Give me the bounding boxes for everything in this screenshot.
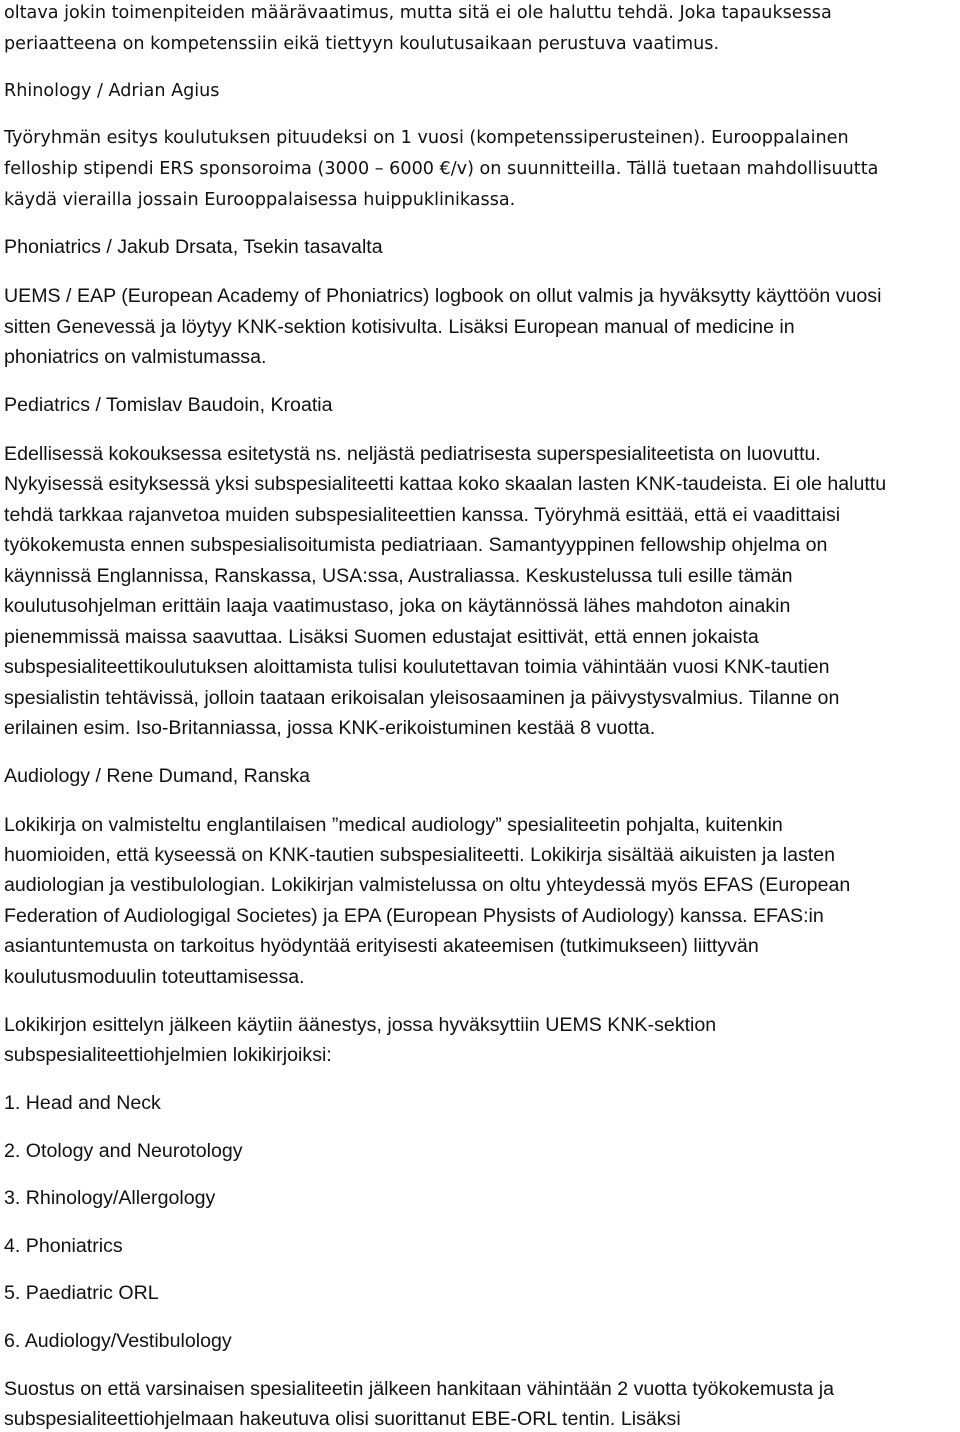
list-item: 4. Phoniatrics: [4, 1235, 123, 1257]
vote-line-1: Lokikirjon esittelyn jälkeen käytiin äänestys, jossa hyväksyttiin UEMS KNK-sektion: [4, 1014, 717, 1036]
list-item: 3. Rhinology/Allergology: [4, 1187, 216, 1209]
pediatrics-line-10: erilainen esim. Iso-Britanniassa, jossa KNK-erikoistuminen kestää 8 vuotta.: [4, 717, 656, 739]
vote-line-2: subspesialiteettiohjelmien lokikirjoiksi:: [4, 1044, 332, 1066]
list-item: 5. Paediatric ORL: [4, 1282, 159, 1304]
rhinology-heading: Rhinology / Adrian Agius: [4, 81, 220, 101]
phoniatrics-line-3: phoniatrics on valmistumassa.: [4, 346, 267, 368]
pediatrics-line-9: spesialistin tehtävissä, jolloin taataan erikoisalan yleisosaaminen ja päivystysvalmius. Tilanne on: [4, 687, 840, 709]
rhinology-line-2: felloship stipendi ERS sponsoroima (3000 – 6000 €/v) on suunnitteilla. Tällä tuetaan mahdollisuutta: [4, 159, 879, 179]
pediatrics-line-1: Edellisessä kokouksessa esitetystä ns. neljästä pediatrisesta superspesialiteetista on luovuttu.: [4, 443, 821, 465]
list-item: 1. Head and Neck: [4, 1092, 161, 1114]
list-item: 2. Otology and Neurotology: [4, 1140, 243, 1162]
audiology-line-1: Lokikirja on valmisteltu englantilaisen ”medical audiology” spesialiteetin pohjalta, kuitenkin: [4, 814, 783, 836]
intro-line-2: periaatteena on kompetenssiin eikä tiettyyn koulutusaikaan perustuva vaatimus.: [4, 34, 720, 54]
pediatrics-heading: Pediatrics / Tomislav Baudoin, Kroatia: [4, 394, 333, 416]
rhinology-line-3: käydä vierailla jossain Eurooppalaisessa huippuklinikassa.: [4, 190, 516, 210]
intro-line-1: oltava jokin toimenpiteiden määrävaatimus, mutta sitä ei ole haluttu tehdä. Joka tapauksessa: [4, 3, 832, 23]
audiology-heading: Audiology / Rene Dumand, Ranska: [4, 765, 311, 787]
pediatrics-line-5: käynnissä Englannissa, Ranskassa, USA:ssa, Australiassa. Keskustelussa tuli esille tämän: [4, 565, 793, 587]
pediatrics-line-2: Nykyisessä esityksessä yksi subspesialiteetti kattaa koko skaalan lasten KNK-taudeista. Ei ole haluttu: [4, 473, 887, 495]
rhinology-line-1: Työryhmän esitys koulutuksen pituudeksi on 1 vuosi (kompetenssiperusteinen). Eurooppalainen: [4, 128, 849, 148]
pediatrics-line-6: koulutusohjelman erittäin laaja vaatimustaso, joka on käytännössä lähes mahdoton ainakin: [4, 595, 791, 617]
audiology-line-2: huomioiden, että kyseessä on KNK-tautien subspesialiteetti. Lokikirja sisältää aikuisten ja lasten: [4, 844, 836, 866]
phoniatrics-line-2: sitten Genevessä ja löytyy KNK-sektion kotisivulta. Lisäksi European manual of medicine in: [4, 316, 795, 338]
pediatrics-line-4: työkokemusta ennen subspesialisoitumista pediatriaan. Samantyyppinen fellowship ohjelma on: [4, 534, 828, 556]
list-item: 6. Audiology/Vestibulology: [4, 1330, 232, 1352]
audiology-line-3: audiologian ja vestibulologian. Lokikirjan valmistelussa on oltu yhteydessä myös EFAS (European: [4, 874, 851, 896]
audiology-line-4: Federation of Audiologigal Societes) ja EPA (European Physists of Audiology) kanssa. EFAS:in: [4, 905, 824, 927]
phoniatrics-heading: Phoniatrics / Jakub Drsata, Tsekin tasavalta: [4, 236, 383, 258]
closing-line-2: subspesialiteettiohjelmaan hakeutuva olisi suorittanut EBE-ORL tentin. Lisäksi: [4, 1408, 681, 1430]
audiology-line-5: asiantuntemusta on tarkoitus hyödyntää erityisesti akateemisen (tutkimukseen) liittyvän: [4, 935, 759, 957]
closing-line-1: Suostus on että varsinaisen spesialiteetin jälkeen hankitaan vähintään 2 vuotta työkokemusta ja: [4, 1378, 834, 1400]
pediatrics-line-3: tehdä tarkkaa rajanvetoa muiden subspesialiteettien kanssa. Työryhmä esittää, että ei vaadittaisi: [4, 504, 841, 526]
pediatrics-line-7: pienemmissä maissa saavuttaa. Lisäksi Suomen edustajat esittivät, että ennen jokaista: [4, 626, 759, 648]
pediatrics-line-8: subspesialiteettikoulutuksen aloittamista tulisi koulutettavan toimia vähintään vuosi KNK-tautien: [4, 656, 830, 678]
audiology-line-6: koulutusmoduulin toteuttamisessa.: [4, 966, 305, 988]
phoniatrics-line-1: UEMS / EAP (European Academy of Phoniatrics) logbook on ollut valmis ja hyväksytty käyttöön vuosi: [4, 285, 882, 307]
